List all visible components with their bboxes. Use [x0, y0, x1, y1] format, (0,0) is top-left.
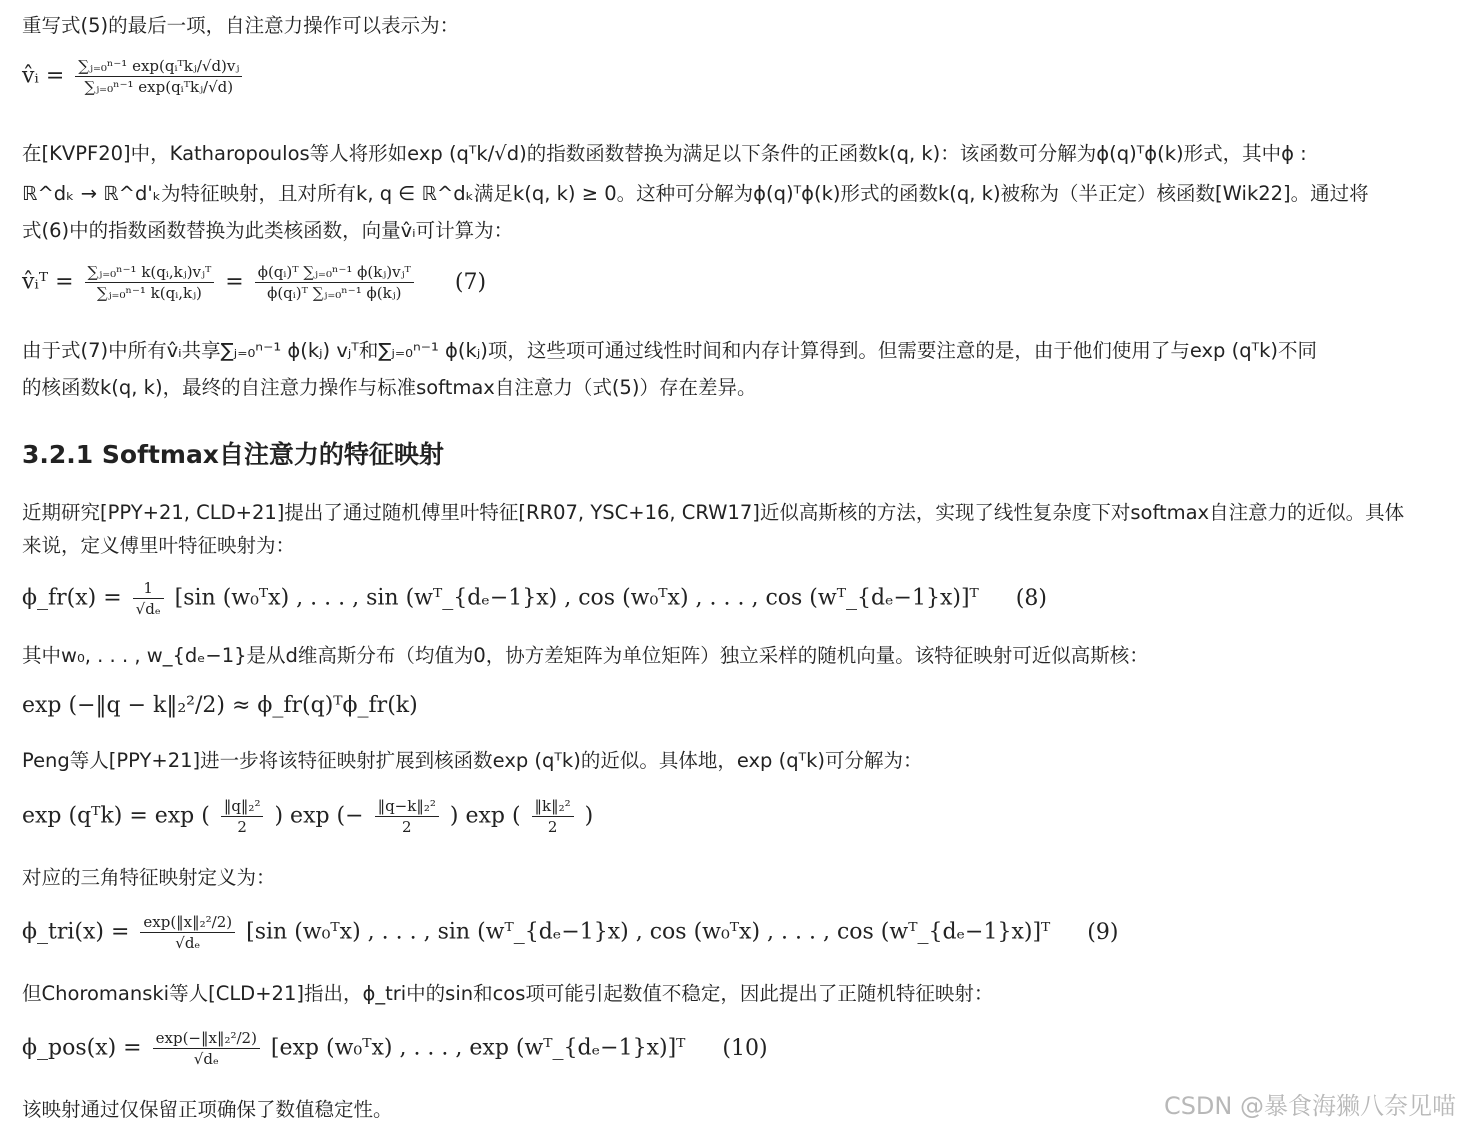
equation-fraction: [75, 56, 242, 97]
equation-lhs: v̂ᵢᵀ =: [22, 269, 74, 295]
fraction-numerator: ∑ⱼ₌₀ⁿ⁻¹ exp(qᵢᵀkⱼ/√d)vⱼ: [75, 56, 242, 77]
paragraph-peng: Peng等人[PPY+21]进一步将该特征映射扩展到核函数exp (qᵀk)的近似。具体地，exp (qᵀk)可分解为：: [22, 749, 923, 772]
equation-part: ) exp (−: [274, 803, 364, 829]
equation-7: v̂ᵢᵀ = $\frac{\text{∑ⱼ₌₀ⁿ⁻¹ k(qᵢ,kⱼ)vⱼᵀ}}{\text{∑ⱼ₌₀ⁿ⁻¹ k(qᵢ,kⱼ)}}$ = $\frac{\text{ϕ(qᵢ)ᵀ ∑ⱼ₌₀ⁿ⁻¹ ϕ(kⱼ)vⱼᵀ}}{\text{ϕ(qᵢ)ᵀ ∑ⱼ₌₀ⁿ⁻¹ ϕ(kⱼ)}}$ (7): [22, 263, 487, 302]
fraction-numerator: ∑ⱼ₌₀ⁿ⁻¹ k(qᵢ,kⱼ)vⱼᵀ: [85, 262, 215, 283]
fraction-denominator: ∑ⱼ₌₀ⁿ⁻¹ exp(qᵢᵀkⱼ/√d): [84, 78, 234, 96]
equation-fraction: [532, 796, 574, 837]
paragraph-linear-line2: 的核函数k(q, k)，最终的自注意力操作与标准softmax自注意力（式(5)）存在差异。: [22, 376, 757, 399]
fraction-denominator: ∑ⱼ₌₀ⁿ⁻¹ k(qᵢ,kⱼ): [96, 284, 202, 302]
equation-fraction: [133, 578, 164, 619]
equation-fraction: [255, 262, 414, 303]
paragraph-fourier-line1: 近期研究[PPY+21, CLD+21]提出了通过随机傅里叶特征[RR07, YSC+16, CRW17]近似高斯核的方法，实现了线性复杂度下对softmax自注意力的近似。具体: [22, 501, 1405, 524]
fraction-denominator: ϕ(qᵢ)ᵀ ∑ⱼ₌₀ⁿ⁻¹ ϕ(kⱼ): [267, 284, 402, 302]
paragraph-kernel-line1: 在[KVPF20]中，Katharopoulos等人将形如exp (qᵀk/√d)的指数函数替换为满足以下条件的正函数k(q, k)：该函数可分解为ϕ(q)ᵀϕ(k)形式，其中ϕ :: [22, 142, 1307, 165]
equation-part: ): [584, 803, 594, 829]
paragraph-choromanski: 但Choromanski等人[CLD+21]指出，ϕ_tri中的sin和cos项可能引起数值不稳定，因此提出了正随机特征映射：: [22, 982, 994, 1005]
equation-lhs: v̂ᵢ =: [22, 63, 65, 89]
equation-lhs: ϕ_fr(x) =: [22, 585, 122, 611]
fraction-numerator: ϕ(qᵢ)ᵀ ∑ⱼ₌₀ⁿ⁻¹ ϕ(kⱼ)vⱼᵀ: [255, 262, 414, 283]
paragraph-fourier-line2: 来说，定义傅里叶特征映射为：: [22, 534, 296, 557]
equation-rhs: [sin (w₀ᵀx) , . . . , sin (wᵀ_{dₑ−1}x) , cos (w₀ᵀx) , . . . , cos (wᵀ_{dₑ−1}x)]ᵀ: [174, 585, 979, 611]
paragraph-random-vectors: 其中w₀, . . . , w_{dₑ−1}是从d维高斯分布（均值为0，协方差矩阵为单位矩阵）独立采样的随机向量。该特征映射可近似高斯核：: [22, 644, 1149, 667]
fraction-denominator: √dₑ: [135, 600, 161, 618]
fraction-denominator: √dₑ: [193, 1050, 219, 1068]
equation-lhs: ϕ_pos(x) =: [22, 1035, 142, 1061]
equation-9: [22, 912, 1118, 953]
equation-part: ) exp (: [449, 803, 521, 829]
equation-v-hat: [22, 56, 246, 97]
section-heading: 3.2.1 Softmax自注意力的特征映射: [22, 440, 444, 469]
fraction-numerator: exp(‖x‖₂²/2): [140, 912, 235, 933]
fraction-numerator: ‖q‖₂²: [221, 796, 264, 817]
equation-8: [22, 578, 1047, 619]
equation-fraction: [153, 1028, 260, 1069]
fraction-denominator: √dₑ: [175, 934, 201, 952]
paragraph-kernel-line3: 式(6)中的指数函数替换为此类核函数，向量v̂ᵢ可计算为：: [22, 219, 514, 242]
equation-tag: (8): [1015, 585, 1047, 611]
paragraph-trig-intro: 对应的三角特征映射定义为：: [22, 866, 276, 889]
fraction-numerator: ‖k‖₂²: [532, 796, 574, 817]
equation-exp-decomposition: [22, 796, 593, 837]
equation-gaussian-kernel: exp (−‖q − k‖₂²/2) ≈ ϕ_fr(q)ᵀϕ_fr(k): [22, 693, 418, 718]
csdn-watermark: CSDN @暴食海獭八奈见喵: [1163, 1092, 1456, 1120]
equation-fraction: [221, 796, 264, 837]
paragraph-stability: 该映射通过仅保留正项确保了数值稳定性。: [22, 1098, 393, 1121]
fraction-numerator: ‖q−k‖₂²: [375, 796, 439, 817]
fraction-numerator: exp(−‖x‖₂²/2): [153, 1028, 260, 1049]
equation-10: [22, 1028, 768, 1069]
equation-fraction: [85, 262, 215, 303]
equation-tag: (10): [722, 1035, 768, 1061]
fraction-denominator: 2: [237, 818, 247, 836]
equation-tag: (7): [454, 269, 487, 295]
equation-fraction: [375, 796, 439, 837]
fraction-numerator: 1: [133, 578, 164, 599]
paragraph-linear-line1: 由于式(7)中所有v̂ᵢ共享∑ⱼ₌₀ⁿ⁻¹ ϕ(kⱼ) vⱼᵀ和∑ⱼ₌₀ⁿ⁻¹ ϕ(kⱼ)项，这些项可通过线性时间和内存计算得到。但需要注意的是，由于他们使用了与exp (qᵀk)不同: [22, 339, 1317, 362]
equation-fraction: [140, 912, 235, 953]
paragraph-rewrite-intro: 重写式(5)的最后一项，自注意力操作可以表示为：: [22, 14, 460, 37]
equation-tag: (9): [1087, 919, 1119, 945]
equation-rhs: [sin (w₀ᵀx) , . . . , sin (wᵀ_{dₑ−1}x) , cos (w₀ᵀx) , . . . , cos (wᵀ_{dₑ−1}x)]ᵀ: [246, 919, 1051, 945]
paragraph-kernel-line2: ℝ^dₖ → ℝ^d'ₖ为特征映射，且对所有k, q ∈ ℝ^dₖ满足k(q, k) ≥ 0。这种可分解为ϕ(q)ᵀϕ(k)形式的函数k(q, k)被称为（半正定）核函数[Wik22]。通过将: [22, 182, 1369, 205]
equation-rhs: [exp (w₀ᵀx) , . . . , exp (wᵀ_{dₑ−1}x)]ᵀ: [270, 1035, 686, 1061]
equation-lhs: exp (qᵀk) = exp (: [22, 803, 210, 829]
fraction-denominator: 2: [547, 818, 558, 836]
equation-lhs: ϕ_tri(x) =: [22, 919, 130, 945]
fraction-denominator: 2: [401, 818, 412, 836]
